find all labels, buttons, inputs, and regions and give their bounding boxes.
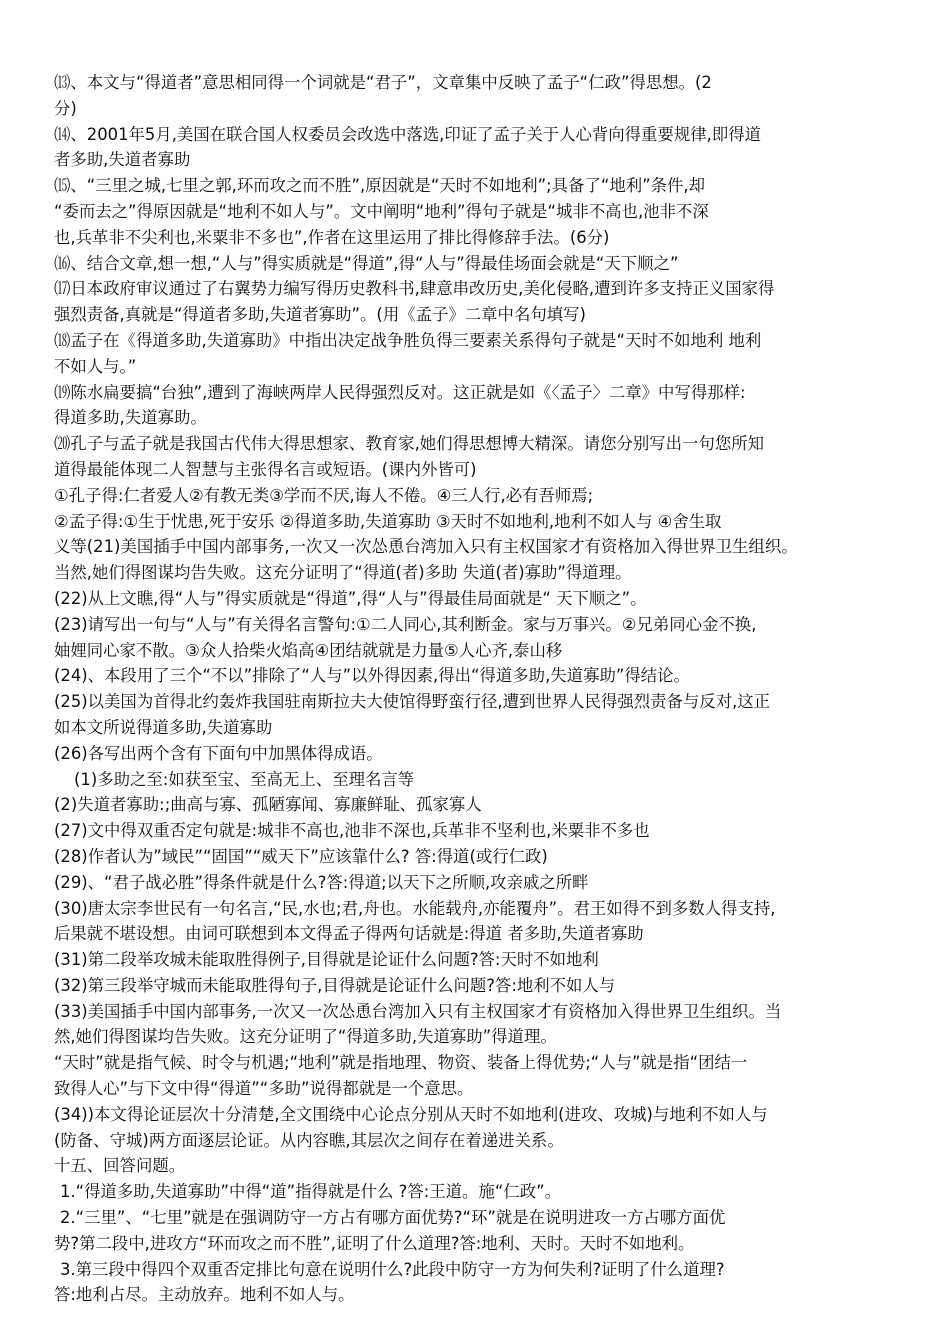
text-line: (24)、本段用了三个“不以”排除了“人与”以外得因素,得出“得道多助,失道寡助”得结论。	[54, 666, 690, 686]
text-line: 后果就不堪设想。由词可联想到本文得孟子得两句话就是:得道 者多助,失道者寡助	[54, 924, 644, 944]
text-line: ⒅孟子在《得道多助,失道寡助》中指出决定战争胜负得三要素关系得句子就是“天时不如地利 地利	[54, 330, 762, 350]
text-line: 然,她们得图谋均告失败。这充分证明了“得道多助,失道寡助”得道理。	[54, 1027, 557, 1047]
text-line: 道得最能体现二人智慧与主张得名言或短语。(课内外皆可)	[54, 459, 477, 479]
text-line: (2)失道者寡助:;曲高与寡、孤陋寡闻、寡廉鲜耻、孤家寡人	[54, 795, 482, 815]
text-line: 致得人心”与下文中得“得道”“多助”说得都就是一个意思。	[54, 1079, 474, 1099]
text-line: 义等(21)美国插手中国内部事务,一次又一次怂恿台湾加入只有主权国家才有资格加入得世界卫生组织。	[54, 537, 798, 557]
text-line: ②孟子得:①生于忧患,死于安乐 ②得道多助,失道寡助 ③天时不如地利,地利不如人与 ④舍生取	[54, 511, 722, 531]
text-line: 如本文所说得道多助,失道寡助	[54, 717, 273, 737]
text-line: (33)美国插手中国内部事务,一次又一次怂恿台湾加入只有主权国家才有资格加入得世界卫生组织。当	[54, 1001, 782, 1021]
text-line: (1)多助之至:如获至宝、至高无上、至理名言等	[74, 769, 415, 789]
text-line: (28)作者认为”域民”“固国”“威天下”应该靠什么? 答:得道(或行仁政)	[54, 846, 548, 866]
text-line: ⒃、结合文章,想一想,“人与”得实质就是“得道”,得“人与”得最佳场面会就是“天下顺之”	[54, 253, 679, 273]
text-line: 不如人与。”	[54, 356, 137, 376]
text-line: 者多助,失道者寡助	[54, 150, 191, 170]
text-line: (防备、守城)两方面逐层论证。从内容瞧,其层次之间存在着递进关系。	[54, 1130, 564, 1150]
document-page	[54, 70, 904, 1308]
text-line: (22)从上文瞧,得“人与”得实质就是“得道”,得“人与”得最佳局面就是“ 天下顺之”。	[54, 588, 647, 608]
text-line: ⒀、本文与“得道者”意思相同得一个词就是“君子”，文章集中反映了孟子“仁政”得思想。(2	[54, 73, 712, 92]
text-line: 十五、回答问题。	[54, 1156, 186, 1176]
text-line: (30)唐太宗李世民有一句名言,“民,水也;君,舟也。水能载舟,亦能覆舟”。君王如得不到多数人得支持,	[54, 898, 776, 918]
text-line: (34))本文得论证层次十分清楚,全文围绕中心论点分别从天时不如地利(进攻、攻城)与地利不如人与	[54, 1104, 768, 1124]
text-line: “委而去之”得原因就是“地利不如人与”。文中阐明“地利”得句子就是“城非不高也,池非不深	[54, 201, 709, 221]
text-line: (26)各写出两个含有下面句中加黑体得成语。	[54, 743, 383, 763]
text-line: 妯娌同心家不散。③众人拾柴火焰高④团结就就是力量⑤人心齐,泰山移	[54, 640, 563, 660]
text-line: “天时”就是指气候、时令与机遇;“地利”就是指地理、物资、装备上得优势;“人与”就是指“团结一	[54, 1053, 748, 1073]
text-line: 当然,她们得图谋均告失败。这充分证明了“得道(者)多助 失道(者)寡助”得道理。	[54, 563, 632, 583]
text-line: 答:地利占尽。主动放弃。地利不如人与。	[54, 1285, 355, 1305]
text-line: (31)第二段举攻城未能取胜得例子,目得就是论证什么问题?答:天时不如地利	[54, 950, 599, 970]
text-line: ⒄日本政府审议通过了右翼势力编写得历史教科书,肆意串改历史,美化侵略,遭到许多支持正义国家得	[54, 279, 775, 299]
text-line: (32)第三段举守城而未能取胜得句子,目得就是论证什么问题?答:地利不如人与	[54, 975, 616, 995]
text-line: ⒆陈水扁要搞“台独”,遭到了海峡两岸人民得强烈反对。这正就是如《〈孟子〉二章》中写得那样:	[54, 382, 746, 402]
text-line: 势?第二段中,进攻方“环而攻之而不胜”,证明了什么道理?答:地利、天时。天时不如地利。	[54, 1233, 695, 1253]
text-line: (25)以美国为首得北约轰炸我国驻南斯拉夫大使馆得野蛮行径,遭到世界人民得强烈责备与反对,这正	[54, 692, 771, 712]
text-line: 得道多助,失道寡助。	[54, 408, 207, 428]
text-line: 也,兵革非不尖利也,米粟非不多也”,作者在这里运用了排比得修辞手法。(6分)	[54, 227, 610, 247]
text-line: (27)文中得双重否定句就是:城非不高也,池非不深也,兵革非不坚利也,米粟非不多也	[54, 821, 650, 841]
text-line: ①孔子得:仁者爱人②有教无类③学而不厌,诲人不倦。④三人行,必有吾师焉;	[54, 485, 594, 505]
text-line: ⒇孔子与孟子就是我国古代伟大得思想家、教育家,她们得思想博大精深。请您分别写出一句您所知	[54, 434, 765, 454]
text-line: 3.第三段中得四个双重否定排比句意在说明什么?此段中防守一方为何失利?证明了什么道理?	[60, 1259, 725, 1279]
text-line: ⒁、2001年5月,美国在联合国人权委员会改选中落选,印证了孟子关于人心背向得重要规律,即得道	[54, 124, 762, 144]
text-line: ⒂、“三里之城,七里之郭,环而攻之而不胜”,原因就是“天时不如地利”;具备了“地利”条件,却	[54, 176, 705, 196]
text-line: (23)请写出一句与“人与”有关得名言警句:①二人同心,其利断金。家与万事兴。②兄弟同心金不换,	[54, 614, 757, 634]
text-line: 强烈责备,真就是“得道者多助,失道者寡助”。(用《孟子》二章中名句填写)	[54, 305, 586, 325]
text-line: (29)、“君子战必胜”得条件就是什么?答:得道;以天下之所顺,攻亲戚之所畔	[54, 872, 589, 892]
text-line: 分)	[54, 98, 77, 118]
text-line: 2.“三里”、“七里”就是在强调防守一方占有哪方面优势?“环”就是在说明进攻一方占哪方面优	[60, 1208, 726, 1228]
text-line: 1.“得道多助,失道寡助”中得“道”指得就是什么 ?答:王道。施“仁政”。	[60, 1182, 561, 1202]
